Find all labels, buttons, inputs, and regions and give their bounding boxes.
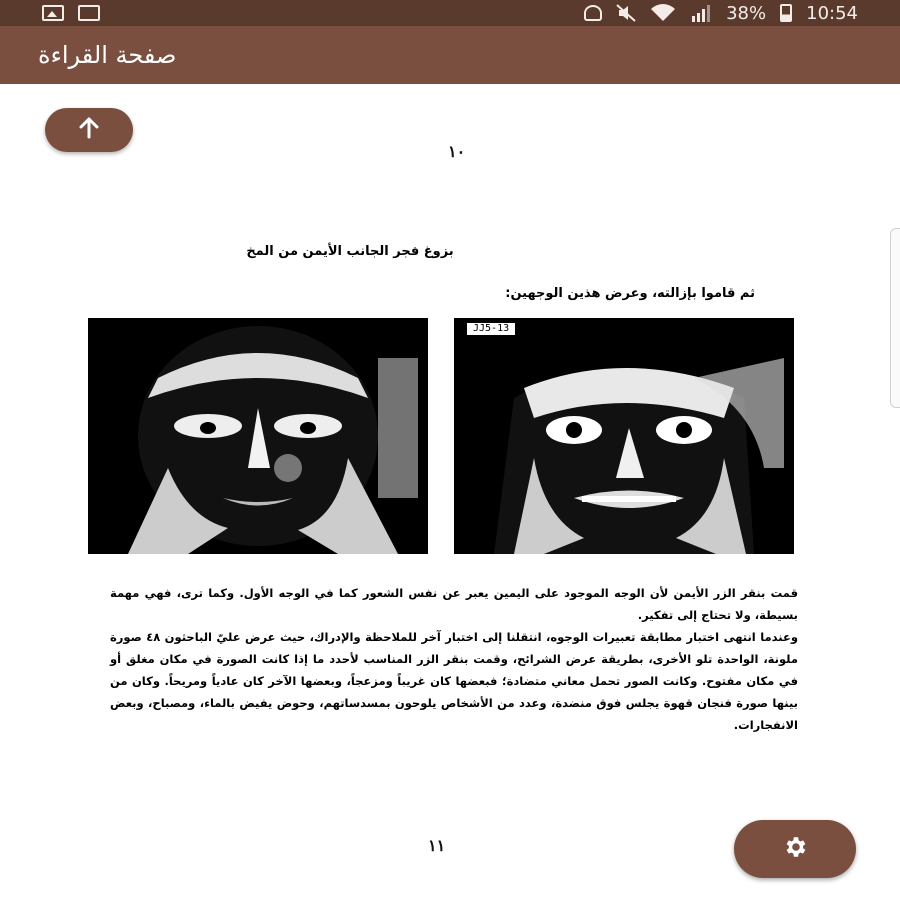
status-left-icons (42, 5, 100, 21)
page-number-top: ١٠ (448, 142, 466, 161)
signal-icon (690, 4, 712, 22)
photo-label: JJ5-13 (466, 322, 516, 336)
chapter-heading: بزوغ فجر الجانب الأيمن من المخ (246, 244, 454, 259)
app-title: صفحة القراءة (38, 41, 177, 69)
body-text (110, 582, 798, 736)
page-number-bottom: ١١ (428, 836, 446, 855)
gear-icon (782, 834, 808, 864)
section-subheading: ثم قاموا بإزالته، وعرض هذين الوجهين: (505, 286, 755, 301)
battery-icon (780, 4, 792, 22)
scroll-up-button[interactable] (45, 108, 133, 152)
scroll-indicator[interactable] (890, 228, 900, 408)
image-icon (42, 5, 64, 21)
status-bar (0, 0, 900, 26)
settings-button[interactable] (734, 820, 856, 878)
status-right-icons (584, 3, 858, 24)
cast-icon (78, 5, 100, 21)
battery-percent: 38% (726, 2, 767, 24)
arrow-up-icon (76, 115, 102, 145)
paragraph: قمت بنقر الزر الأيمن لأن الوجه الموجود على اليمين يعبر عن نفس الشعور كما في الوجه الأول. وكما ترى، فهي مهمة بسيطة، ولا تحتاج إلى تفكير. (110, 586, 798, 622)
wifi-icon (650, 4, 676, 22)
app-bar (0, 26, 900, 84)
paragraph: وعندما انتهى اختبار مطابقة تعبيرات الوجوه، انتقلنا إلى اختبار آخر للملاحظة والإدراك، حيث عرض عليّ الباحثون ٤٨ صورة ملونة، الواحدة تلو الأخرى، بطريقة عرض الشرائح، وقمت بنقر الزر المناسب لأحدد ما إذا كانت الصورة في مكان مغلق أو في مكان مفتوح. وكانت الصور تحمل معاني متضادة؛ فبعضها كان غريباً ومزعجاً، وبعضها الآخر كان عادياً ومريحاً. وكان من بينها صورة فنجان قهوة يجلس فوق منضدة، وعدد من الأشخاص يلوحون بمسدساتهم، وحوض يفيض بالماء، ومصباح، وبعض الانفجارات. (110, 630, 798, 732)
face-photo-right (454, 318, 794, 554)
clock: 10:54 (806, 2, 858, 24)
alarm-icon (584, 5, 602, 21)
mute-icon (616, 4, 636, 22)
face-photo-left (88, 318, 428, 554)
